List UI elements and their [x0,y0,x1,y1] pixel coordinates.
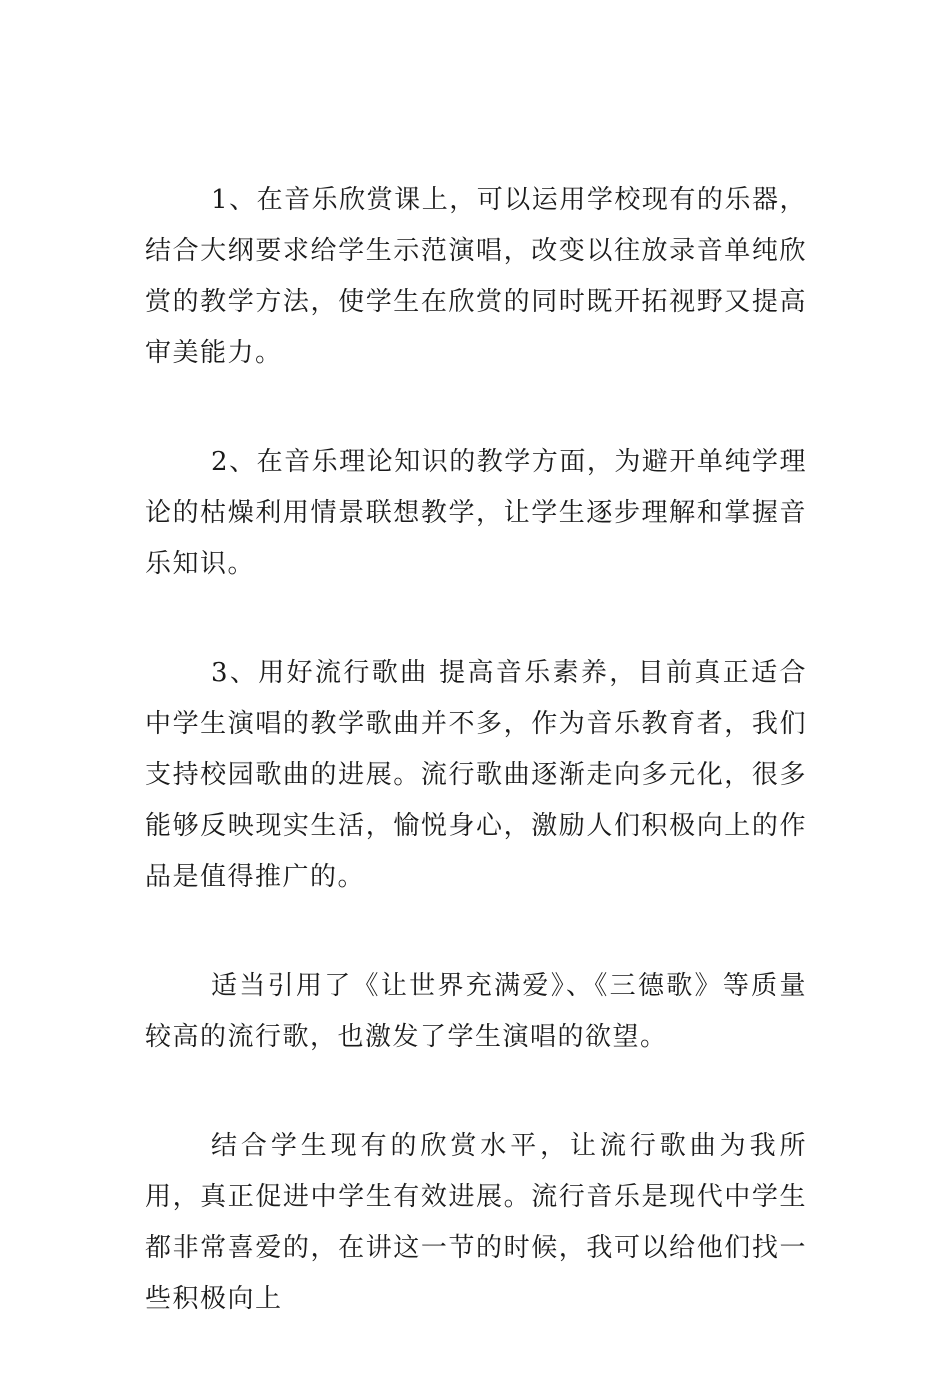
paragraph-5: 结合学生现有的欣赏水平，让流行歌曲为我所用，真正促进中学生有效进展。流行音乐是现代中学生都非常喜爱的，在讲这一节的时候，我可以给他们找一些积极向上 [145,1131,807,1314]
paragraph-1: 1、在音乐欣赏课上，可以运用学校现有的乐器，结合大纲要求给学生示范演唱，改变以往放录音单纯欣赏的教学方法，使学生在欣赏的同时既开拓视野又提高审美能力。 [145,185,807,368]
paragraph-2: 2、在音乐理论知识的教学方面，为避开单纯学理论的枯燥利用情景联想教学，让学生逐步理解和掌握音乐知识。 [145,447,807,579]
document-body [145,175,807,1383]
paragraph-3: 3、用好流行歌曲 提高音乐素养，目前真正适合中学生演唱的教学歌曲并不多，作为音乐教育者，我们支持校园歌曲的进展。流行歌曲逐渐走向多元化，很多能够反映现实生活，愉悦身心，激励人们积极向上的作品是值得推广的。 [145,658,807,892]
paragraph-4: 适当引用了《让世界充满爱》、《三德歌》等质量较高的流行歌，也激发了学生演唱的欲望。 [145,971,807,1052]
